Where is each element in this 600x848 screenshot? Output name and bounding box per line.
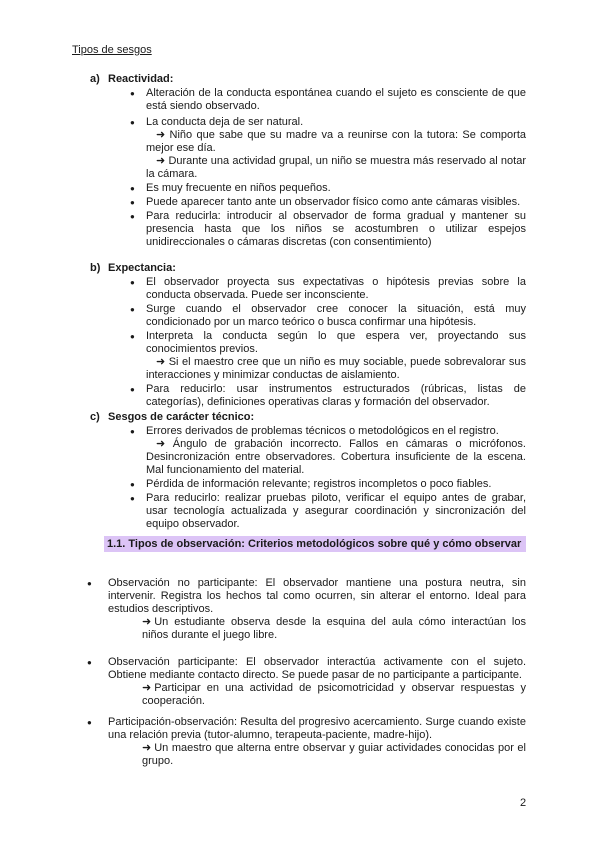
observation-item-participante	[108, 656, 526, 708]
sesgos-tecnicos-list	[146, 425, 526, 532]
item-text: Surge cuando el observador cree conocer la situación, está muy condicionado por un marco teórico o busca confirmar una hipótesis.	[146, 303, 526, 328]
list-item	[146, 330, 526, 382]
list-item	[146, 210, 526, 249]
item-text: Es muy frecuente en niños pequeños.	[146, 182, 331, 194]
item-text: Puede aparecer tanto ante un observador físico como ante cámaras visibles.	[146, 196, 521, 208]
item-text: Para reducirlo: usar instrumentos estructurados (rúbricas, listas de categorías), definiciones operativas claras y formación del observador.	[146, 383, 526, 408]
list-item	[108, 577, 526, 642]
arrow-icon: ➜	[142, 616, 152, 628]
section-heading-reactividad	[90, 73, 173, 85]
section-number: a)	[90, 73, 100, 85]
section-number: b)	[90, 262, 101, 274]
item-text: Pérdida de información relevante; registros incompletos o poco fiables.	[146, 478, 492, 490]
example-text: Participar en una actividad de psicomotricidad y observar respuestas y cooperación.	[142, 682, 526, 707]
example: ➜ Niño que sabe que su madre va a reunirse con la tutora: Se comporta mejor ese día.	[146, 129, 526, 155]
list-item	[146, 383, 526, 409]
example: ➜ Ángulo de grabación incorrecto. Fallos en cámaras o micrófonos. Desincronización entre observadores. Cobertura insuficiente de la escena. Mal funcionamiento del material.	[146, 438, 526, 477]
item-text: Participación-observación: Resulta del progresivo acercamiento. Surge cuando existe una relación previa (tutor-alumno, terapeuta-paciente, madre-hijo).	[108, 716, 526, 741]
item-text: Para reducirlo: realizar pruebas piloto, verificar el equipo antes de grabar, usar tecnología actualizada y asegurar coordinación y sincronización del equipo observador.	[146, 492, 526, 530]
list-item	[146, 478, 526, 491]
example-text: Un estudiante observa desde la esquina del aula cómo interactúan los niños durante el juego libre.	[142, 616, 526, 641]
item-text: Observación no participante: El observador mantiene una postura neutra, sin intervenir. Registra los hechos tal como ocurren, sin alterar el entorno. Ideal para estudios descriptivos.	[108, 577, 526, 615]
arrow-icon: ➜	[142, 742, 152, 754]
section-heading-1-1: 1.1. Tipos de observación: Criterios metodológicos sobre qué y cómo observar	[104, 536, 526, 552]
list-item	[146, 303, 526, 329]
observation-item-participacion-observacion	[108, 716, 526, 768]
example	[142, 682, 526, 708]
example-text: Un maestro que alterna entre observar y guiar actividades conocidas por el grupo.	[142, 742, 526, 767]
list-item	[146, 196, 526, 209]
reactividad-list	[146, 87, 526, 250]
list-item	[146, 87, 526, 113]
list-item	[146, 182, 526, 195]
list-item	[108, 716, 526, 768]
list-item	[146, 425, 526, 477]
arrow-icon: ➜	[142, 682, 152, 694]
section-title: Reactividad:	[108, 73, 174, 85]
item-text: Interpreta la conducta según lo que espera ver, proyectando sus conocimientos previos.	[146, 330, 526, 355]
example: ➜ Si el maestro cree que un niño es muy sociable, puede sobrevalorar sus interacciones y minimizar conductas de aislamiento.	[146, 356, 526, 382]
section-title: Sesgos de carácter técnico:	[108, 411, 255, 423]
section-heading-sesgos-tecnicos	[90, 411, 254, 423]
expectancia-list	[146, 276, 526, 410]
list-item	[146, 116, 526, 181]
item-text: Alteración de la conducta espontánea cuando el sujeto es consciente de que está siendo observado.	[146, 87, 526, 112]
example	[142, 742, 526, 768]
section-number: c)	[90, 411, 100, 423]
section-title: Expectancia:	[108, 262, 176, 274]
observation-item-no-participante	[108, 577, 526, 642]
example	[142, 616, 526, 642]
item-text: Observación participante: El observador interactúa activamente con el sujeto. Obtiene mediante contacto directo. Se puede pasar de no participante a participante.	[108, 656, 526, 681]
section-heading-expectancia	[90, 262, 176, 274]
example: ➜ Durante una actividad grupal, un niño se muestra más reservado al notar la cámara.	[146, 155, 526, 181]
list-item	[108, 656, 526, 708]
item-text: Para reducirla: introducir al observador de forma gradual y mantener su presencia hasta que los niños se acostumbren o utilizar espejos unidireccionales o cámaras discretas (con consentimiento)	[146, 210, 526, 248]
list-item	[146, 492, 526, 531]
item-text: La conducta deja de ser natural.	[146, 116, 304, 128]
list-item	[146, 276, 526, 302]
page-number: 2	[520, 797, 527, 809]
page-title: Tipos de sesgos	[72, 44, 152, 56]
item-text: Errores derivados de problemas técnicos o metodológicos en el registro.	[146, 425, 499, 437]
item-text: El observador proyecta sus expectativas o hipótesis previas sobre la conducta observada. Puede ser inconsciente.	[146, 276, 526, 301]
